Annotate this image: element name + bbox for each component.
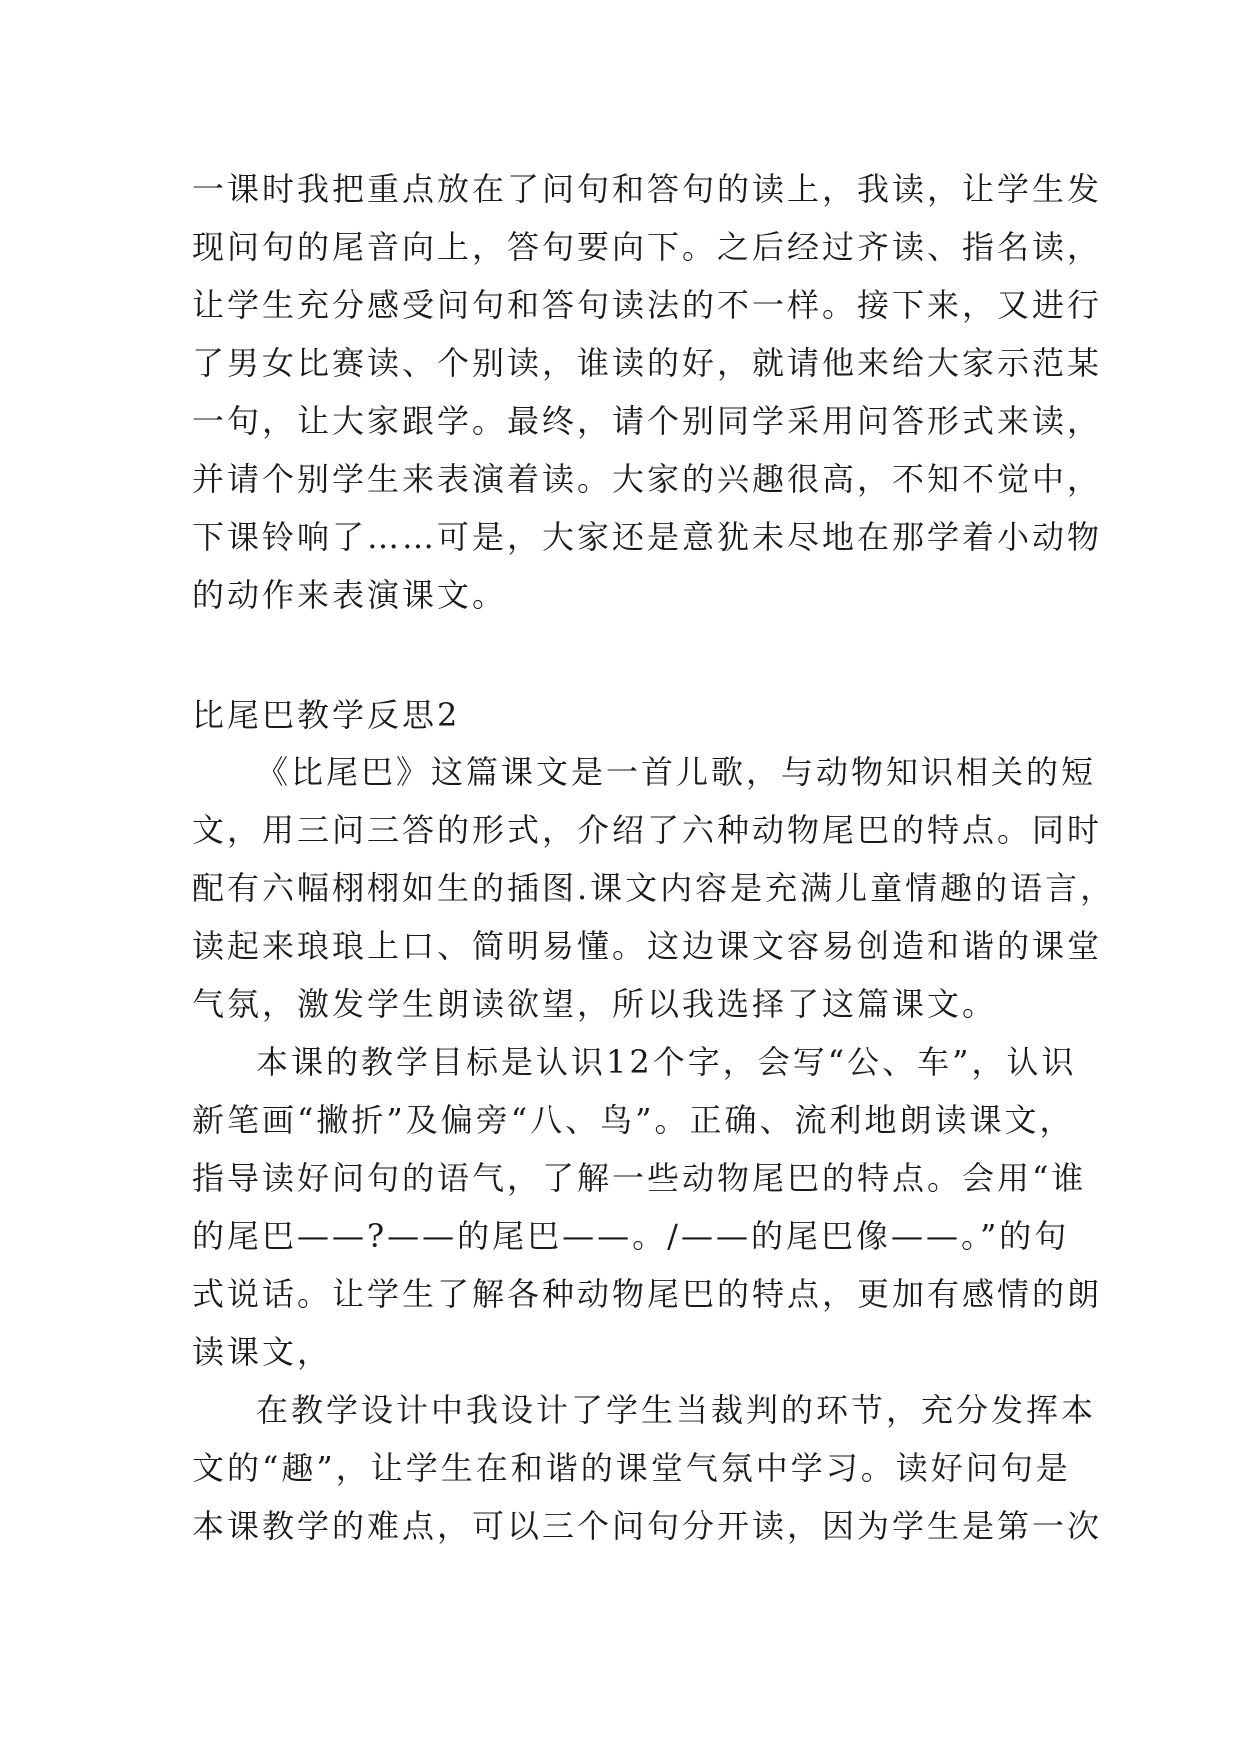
text-line: 在教学设计中我设计了学生当裁判的环节，充分发挥本 — [256, 1391, 1097, 1429]
text-line: 本课教学的难点，可以三个问句分开读，因为学生是第一次 — [192, 1507, 1103, 1545]
paragraph-3 — [192, 1381, 1103, 1555]
text-line: 本课的教学目标是认识12个字，会写“公、车”，认识 — [256, 1043, 1077, 1081]
section-1-paragraph — [192, 160, 1103, 624]
text-line: 指导读好问句的语气，了解一些动物尾巴的特点。会用“谁 — [192, 1159, 1087, 1197]
paragraph-2 — [192, 1033, 1103, 1381]
paragraph-1 — [192, 743, 1116, 1033]
text-line: 让学生充分感受问句和答句读法的不一样。接下来，又进行 — [192, 286, 1103, 324]
text-line: 并请个别学生来表演着读。大家的兴趣很高，不知不觉中， — [192, 460, 1103, 498]
text-line: 一课时我把重点放在了问句和答句的读上，我读，让学生发 — [192, 170, 1103, 208]
text-line: 式说话。让学生了解各种动物尾巴的特点，更加有感情的朗 — [192, 1275, 1103, 1313]
text-line: 《比尾巴》这篇课文是一首儿歌，与动物知识相关的短 — [256, 753, 1097, 791]
text-line: 配有六幅栩栩如生的插图.课文内容是充满儿童情趣的语言， — [192, 869, 1116, 907]
text-line: 读课文， — [192, 1333, 333, 1371]
text-line: 文的“趣”，让学生在和谐的课堂气氛中学习。读好问句是 — [192, 1449, 1071, 1487]
section-heading: 比尾巴教学反思2 — [192, 696, 461, 734]
text-line: 的尾巴——?——的尾巴——。/——的尾巴像——。”的句 — [192, 1217, 1070, 1255]
section-2-heading-block — [192, 686, 1072, 744]
text-line: 新笔画“撇折”及偏旁“八、鸟”。正确、流利地朗读课文， — [192, 1101, 1075, 1139]
text-line: 了男女比赛读、个别读，谁读的好，就请他来给大家示范某 — [192, 344, 1103, 382]
text-line: 的动作来表演课文。 — [192, 576, 508, 614]
text-line: 读起来琅琅上口、简明易懂。这边课文容易创造和谐的课堂 — [192, 927, 1103, 965]
text-line: 气氛，激发学生朗读欲望，所以我选择了这篇课文。 — [192, 985, 998, 1023]
text-line: 下课铃响了……可是，大家还是意犹未尽地在那学着小动物 — [192, 518, 1103, 556]
text-line: 一句，让大家跟学。最终，请个别同学采用问答形式来读， — [192, 402, 1103, 440]
section-2-body — [192, 743, 1116, 1555]
text-line: 现问句的尾音向上，答句要向下。之后经过齐读、指名读， — [192, 228, 1103, 266]
text-line: 文，用三问三答的形式，介绍了六种动物尾巴的特点。同时 — [192, 811, 1103, 849]
